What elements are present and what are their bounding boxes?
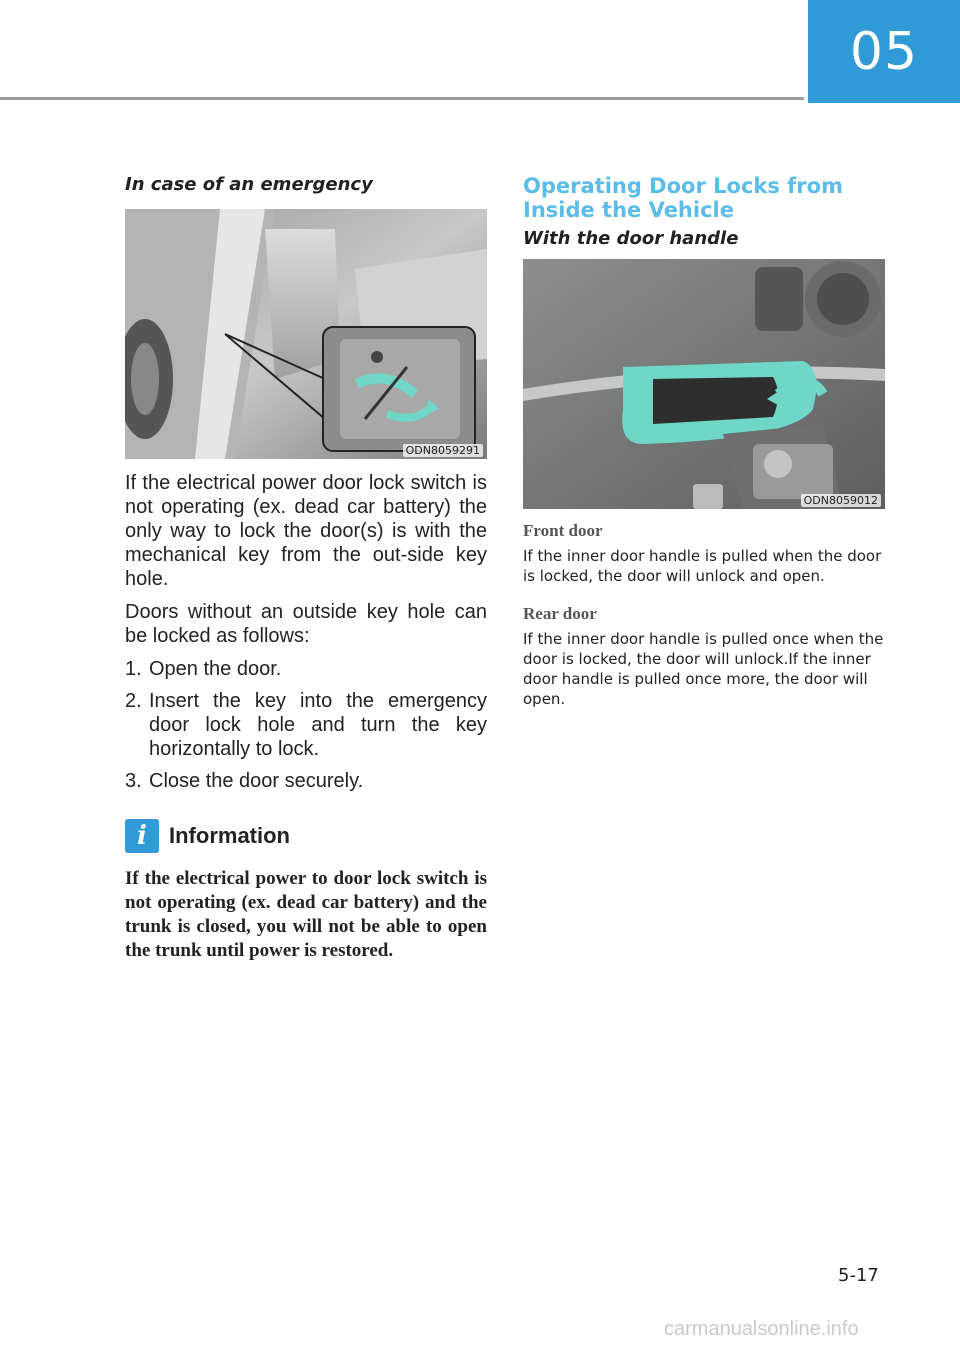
door-handle-illustration [523, 259, 885, 509]
rear-door-heading: Rear door [523, 604, 597, 623]
section-title: Operating Door Locks from Inside the Vehicle [523, 174, 843, 222]
list-item [125, 769, 487, 793]
emergency-body [125, 471, 487, 793]
emergency-lock-figure [125, 209, 487, 459]
subheading: With the door handle [523, 228, 739, 249]
paragraph: If the electrical power door lock switch is not operating (ex. dead car battery) the only way to lock the door(s) is with the mechanical key from the out-side key hole. [125, 472, 487, 590]
step-list [125, 657, 487, 793]
right-column [523, 170, 885, 717]
step-number: 2. [125, 690, 142, 712]
list-item [125, 689, 487, 761]
step-text: Open the door. [149, 658, 282, 680]
step-text: Insert the key into the emergency door lock hole and turn the key horizontally to lock. [149, 690, 487, 760]
rear-door-text: If the inner door handle is pulled once when the door is locked, the door will unlock.If the inner door handle is pulled once more, the door will open. [523, 630, 884, 708]
step-number: 1. [125, 658, 142, 680]
step-text: Close the door securely. [149, 770, 364, 792]
info-icon: i [125, 819, 159, 853]
front-door-heading: Front door [523, 521, 603, 540]
information-header [125, 819, 487, 853]
paragraph: Doors without an outside key hole can be locked as follows: [125, 601, 487, 647]
door-handle-figure [523, 259, 885, 509]
list-item [125, 657, 487, 681]
left-column [125, 170, 487, 963]
watermark: carmanualsonline.info [664, 1318, 859, 1340]
page-number: 5-17 [838, 1265, 879, 1286]
front-door-text: If the inner door handle is pulled when the door is locked, the door will unlock and open. [523, 547, 882, 585]
information-title: Information [169, 823, 290, 848]
step-number: 3. [125, 770, 142, 792]
chapter-tab: 05 [808, 0, 960, 103]
information-body: If the electrical power to door lock switch is not operating (ex. dead car battery) and the trunk is closed, you will not be able to open the trunk until power is restored. [125, 868, 487, 961]
header-rule [0, 97, 804, 100]
emergency-heading: In case of an emergency [125, 174, 373, 195]
car-door-illustration [125, 209, 487, 459]
figure-code: ODN8059012 [801, 494, 881, 507]
figure-code: ODN8059291 [403, 444, 483, 457]
